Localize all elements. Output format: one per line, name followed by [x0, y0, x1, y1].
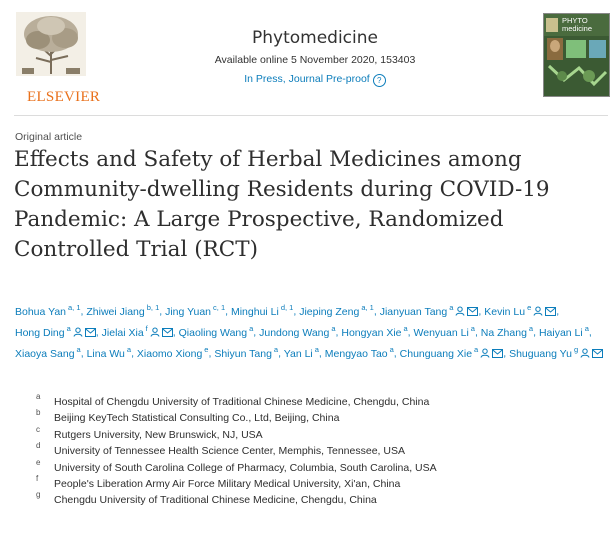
author-separator: ,	[131, 347, 137, 360]
author-link[interactable]	[480, 324, 534, 339]
author-separator: ,	[556, 305, 560, 318]
author-separator: ,	[80, 305, 87, 318]
affiliation-label: d	[36, 441, 41, 451]
author-link[interactable]	[259, 324, 336, 339]
author-separator: ,	[95, 326, 102, 339]
author-link[interactable]	[178, 324, 254, 339]
author-name[interactable]: Kevin Lu	[484, 305, 526, 318]
author-separator: ,	[172, 326, 179, 339]
author-name[interactable]: Jundong Wang	[259, 326, 330, 339]
elsevier-wordmark: ELSEVIER	[27, 89, 101, 105]
author-affiliation-marker: a	[449, 303, 454, 312]
author-name[interactable]: Chunguang Xie	[399, 347, 473, 360]
author-affiliation-marker: b, 1	[146, 303, 160, 312]
author-affiliation-marker: e	[204, 345, 209, 354]
affiliation-item	[36, 408, 596, 427]
author-link[interactable]	[15, 303, 81, 318]
affiliation-item	[36, 392, 596, 411]
author-link[interactable]	[101, 324, 173, 339]
author-name[interactable]: Shiyun Tang	[214, 347, 272, 360]
mail-icon[interactable]	[85, 326, 96, 343]
affiliation-text: Beijing KeyTech Statistical Consulting Co., Ltd, Beijing, China	[54, 412, 340, 425]
author-affiliation-marker: c, 1	[213, 303, 226, 312]
person-icon[interactable]	[580, 347, 590, 364]
author-affiliation-marker: a	[314, 345, 319, 354]
author-name[interactable]: Xiaoya Sang	[15, 347, 75, 360]
affiliation-text: People's Liberation Army Air Force Military Medical University, Xi'an, China	[54, 477, 401, 490]
mail-icon[interactable]	[492, 347, 503, 364]
author-affiliation-marker: a	[584, 324, 589, 333]
author-link[interactable]	[86, 345, 132, 360]
author-affiliation-marker: a, 1	[361, 303, 374, 312]
author-separator: ,	[503, 347, 510, 360]
affiliation-label: g	[36, 490, 41, 500]
author-name[interactable]: Hongyan Xie	[341, 326, 402, 339]
article-title: Effects and Safety of Herbal Medicines among Community-dwelling Residents during COVID-19 Pandemic: A Large Prospective, Randomized Controlled Trial (RCT)	[14, 147, 550, 262]
author-name[interactable]: Haiyan Li	[538, 326, 583, 339]
author-separator: ,	[373, 305, 380, 318]
article-header	[0, 0, 613, 104]
author-affiliation-marker: a	[249, 324, 254, 333]
person-icon[interactable]	[73, 326, 83, 343]
author-name[interactable]: Na Zhang	[480, 326, 527, 339]
author-separator: ,	[208, 347, 215, 360]
author-link[interactable]	[299, 303, 374, 318]
in-press-status[interactable]	[150, 73, 480, 87]
author-link[interactable]	[399, 345, 504, 360]
author-link[interactable]	[15, 345, 81, 360]
affiliation-text: University of Tennessee Health Science Center, Memphis, Tennessee, USA	[54, 445, 405, 458]
author-name[interactable]: Hong Ding	[15, 326, 65, 339]
mail-icon[interactable]	[592, 347, 603, 364]
header-divider	[14, 115, 608, 116]
author-affiliation-marker: a	[273, 345, 279, 354]
affiliation-item	[36, 457, 596, 477]
author-name[interactable]: Zhiwei Jiang	[86, 305, 145, 318]
author-link[interactable]	[341, 324, 408, 339]
affiliation-label: e	[36, 457, 41, 467]
author-affiliation-marker: e	[527, 303, 532, 312]
author-name[interactable]: Xiaomo Xiong	[136, 347, 203, 360]
author-affiliation-marker: g	[573, 345, 579, 354]
affiliation-label: f	[36, 473, 39, 483]
author-separator: ,	[159, 305, 166, 318]
author-link[interactable]	[230, 303, 294, 318]
author-link[interactable]	[484, 303, 556, 318]
author-name[interactable]: Lina Wu	[86, 347, 125, 360]
author-link[interactable]	[413, 324, 475, 339]
availability-info: Available online 5 November 2020, 153403	[214, 54, 416, 66]
author-list	[15, 300, 607, 363]
author-name[interactable]: Shuguang Yu	[509, 347, 572, 360]
author-affiliation-marker: a	[66, 324, 71, 333]
person-icon[interactable]	[480, 347, 490, 364]
affiliation-item	[36, 490, 596, 509]
affiliation-label: b	[36, 408, 41, 418]
author-name[interactable]: Jieping Zeng	[299, 305, 360, 318]
author-separator: ,	[293, 305, 300, 318]
author-link[interactable]	[324, 345, 394, 360]
author-separator: ,	[474, 326, 481, 339]
affiliation-item	[36, 473, 596, 493]
affiliation-list	[36, 392, 596, 510]
person-icon[interactable]	[455, 305, 465, 322]
author-affiliation-marker: a	[403, 324, 408, 333]
author-name[interactable]: Yan Li	[283, 347, 313, 360]
author-affiliation-marker: f	[145, 324, 148, 333]
affiliation-label: a	[36, 392, 41, 401]
mail-icon[interactable]	[162, 326, 173, 343]
author-link[interactable]	[214, 345, 279, 360]
author-name[interactable]: Qiaoling Wang	[178, 326, 248, 339]
in-press-label[interactable]: In Press, Journal Pre-proof	[244, 73, 370, 85]
author-link[interactable]	[538, 324, 589, 339]
author-affiliation-marker: a	[331, 324, 336, 333]
journal-cover[interactable]	[543, 13, 610, 97]
author-separator: ,	[253, 326, 260, 339]
affiliation-item	[36, 424, 596, 444]
author-affiliation-marker: d, 1	[280, 303, 294, 312]
affiliation-text: University of South Carolina College of Pharmacy, Columbia, South Carolina, USA	[54, 461, 437, 474]
author-link[interactable]	[165, 303, 226, 318]
author-separator: ,	[478, 305, 485, 318]
author-link[interactable]	[136, 345, 209, 360]
author-affiliation-marker: a, 1	[68, 303, 81, 312]
affiliation-label: c	[36, 424, 40, 434]
affiliation-text: Chengdu University of Traditional Chinese Medicine, Chengdu, China	[54, 494, 377, 507]
author-separator: ,	[407, 326, 414, 339]
cover-title: PHYTO medicine	[562, 16, 593, 33]
author-affiliation-marker: a	[126, 345, 132, 354]
author-link[interactable]	[283, 345, 319, 360]
author-separator: ,	[225, 305, 231, 318]
author-name[interactable]: Minghui Li	[230, 305, 279, 318]
mail-icon[interactable]	[467, 305, 478, 322]
question-circle-icon[interactable]: ?	[373, 74, 386, 87]
author-separator: ,	[393, 347, 400, 360]
author-link[interactable]	[86, 303, 160, 318]
author-link[interactable]	[509, 345, 603, 360]
author-separator: ,	[588, 326, 592, 339]
person-icon[interactable]	[150, 326, 160, 343]
author-separator: ,	[335, 326, 342, 339]
affiliation-item	[36, 441, 596, 460]
author-name[interactable]: Wenyuan Li	[413, 326, 469, 339]
journal-title[interactable]: Phytomedicine	[252, 28, 378, 48]
person-icon[interactable]	[533, 305, 543, 322]
elsevier-logo[interactable]	[14, 10, 101, 105]
article-type: Original article	[15, 131, 83, 143]
author-affiliation-marker: a	[474, 345, 479, 354]
author-affiliation-marker: a	[389, 345, 394, 354]
mail-icon[interactable]	[545, 305, 556, 322]
author-link[interactable]	[15, 324, 96, 339]
elsevier-tree-icon	[14, 10, 92, 80]
author-affiliation-marker: a	[528, 324, 534, 333]
affiliation-text: Hospital of Chengdu University of Traditional Chinese Medicine, Chengdu, China	[54, 396, 430, 408]
author-affiliation-marker: a	[470, 324, 475, 333]
author-separator: ,	[318, 347, 325, 360]
author-name[interactable]: Jianyuan Tang	[379, 305, 448, 318]
affiliation-text: Rutgers University, New Brunswick, NJ, USA	[54, 428, 263, 441]
author-name[interactable]: Jing Yuan	[165, 305, 212, 318]
author-name[interactable]: Bohua Yan	[15, 305, 66, 318]
author-name[interactable]: Mengyao Tao	[324, 347, 388, 360]
author-name[interactable]: Jielai Xia	[101, 326, 144, 339]
author-separator: ,	[533, 326, 539, 339]
author-affiliation-marker: a	[76, 345, 81, 354]
author-link[interactable]	[379, 303, 479, 318]
author-separator: ,	[80, 347, 87, 360]
author-separator: ,	[278, 347, 284, 360]
